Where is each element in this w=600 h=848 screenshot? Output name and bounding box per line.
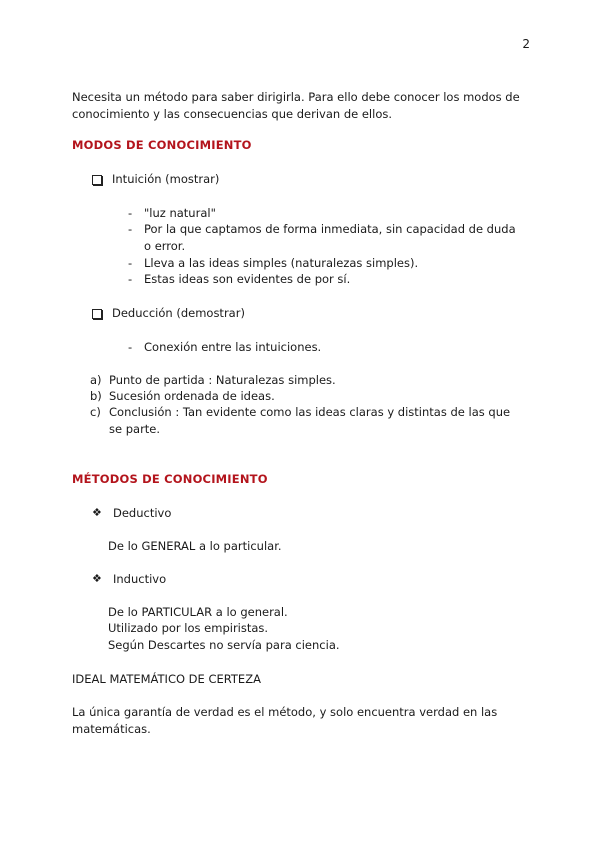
list-item (128, 205, 518, 222)
modos-heading: MODOS DE CONOCIMIENTO (72, 138, 252, 152)
step-item (90, 388, 520, 405)
list-item-text: Conexión entre las intuiciones. (144, 340, 322, 354)
diamond-bullet-icon: ❖ (92, 506, 102, 519)
ideal-paragraph: La única garantía de verdad es el método, y solo encuentra verdad en las matemáticas. (72, 705, 498, 736)
intuicion-bullet (88, 171, 219, 188)
intuicion-label: Intuición (mostrar) (112, 172, 220, 186)
step-text: Punto de partida : Naturalezas simples. (109, 373, 336, 387)
inductivo-label: Inductivo (113, 572, 167, 586)
list-item-text: Lleva a las ideas simples (naturalezas simples). (144, 256, 419, 270)
deduccion-label: Deducción (demostrar) (112, 306, 245, 320)
intro-paragraph: Necesita un método para saber dirigirla. Para ello debe conocer los modos de conocimiento y las consecuencias que derivan de ellos. (72, 90, 520, 121)
list-item-text: Estas ideas son evidentes de por sí. (144, 272, 351, 286)
dash-icon: - (128, 340, 133, 354)
diamond-bullet-icon: ❖ (92, 572, 102, 585)
step-marker: a) (90, 373, 102, 387)
dash-icon: - (128, 206, 133, 220)
metodos-heading: MÉTODOS DE CONOCIMIENTO (72, 472, 268, 486)
inductivo-line: Utilizado por los empiristas. (108, 621, 269, 635)
checkbox-bullet-icon (92, 175, 102, 185)
inductivo-line: Según Descartes no servía para ciencia. (108, 638, 340, 652)
step-text: Conclusión : Tan evidente como las ideas claras y distintas de las que se parte. (109, 405, 511, 436)
list-item (128, 271, 518, 288)
dash-icon: - (128, 256, 133, 270)
step-text: Sucesión ordenada de ideas. (109, 389, 275, 403)
inductivo-bullet (88, 571, 166, 588)
deduccion-bullet (88, 305, 245, 322)
list-item (128, 221, 518, 254)
list-item (128, 339, 518, 356)
step-marker: b) (90, 389, 102, 403)
deductivo-bullet (88, 505, 171, 522)
dash-icon: - (128, 222, 133, 236)
dash-icon: - (128, 272, 133, 286)
deductivo-line: De lo GENERAL a lo particular. (108, 539, 282, 553)
checkbox-bullet-icon (92, 309, 102, 319)
step-marker: c) (90, 405, 101, 419)
step-item (90, 404, 520, 437)
list-item-text: "luz natural" (144, 206, 216, 220)
page-number: 2 (522, 37, 530, 51)
deductivo-label: Deductivo (113, 506, 172, 520)
step-item (90, 372, 520, 389)
list-item-text: Por la que captamos de forma inmediata, sin capacidad de duda o error. (144, 222, 516, 253)
ideal-heading: IDEAL MATEMÁTICO DE CERTEZA (72, 672, 261, 686)
inductivo-line: De lo PARTICULAR a lo general. (108, 605, 288, 619)
list-item (128, 255, 518, 272)
